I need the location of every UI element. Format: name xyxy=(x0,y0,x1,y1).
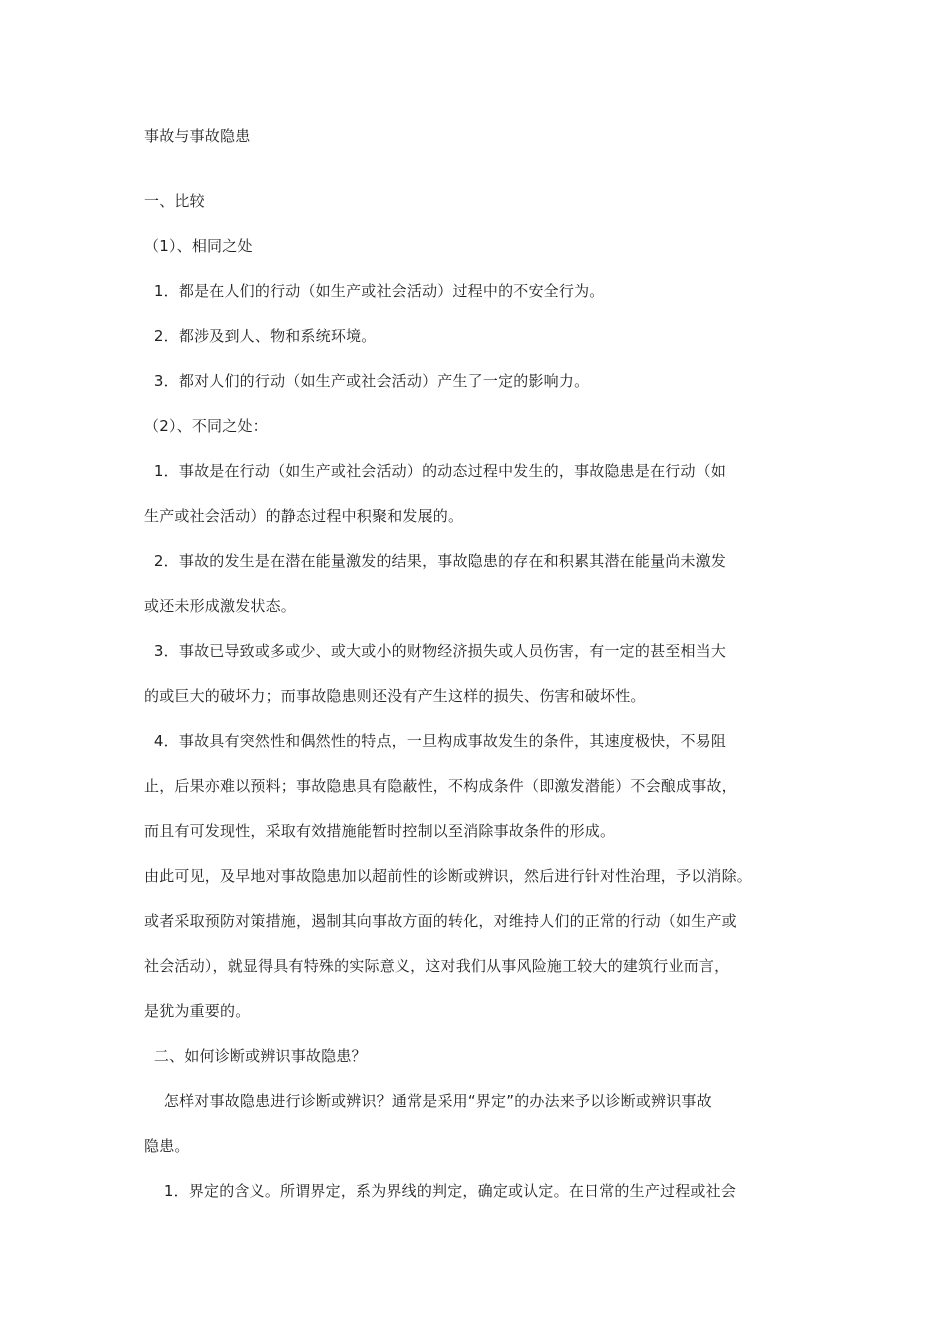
subheading-differences: （2）、不同之处： xyxy=(144,417,268,435)
conclusion-line-1: 由此可见，及早地对事故隐患加以超前性的诊断或辨识，然后进行针对性治理，予以消除。 xyxy=(144,867,753,885)
similarity-item-2: 2．都涉及到人、物和系统环境。 xyxy=(144,327,377,345)
difference-item-3-line-1: 3．事故已导致或多或少、或大或小的财物经济损失或人员伤害，有一定的甚至相当大 xyxy=(144,642,727,660)
difference-item-4-line-2: 止，后果亦难以预料；事故隐患具有隐蔽性，不构成条件（即激发潜能）不会酿成事故， xyxy=(144,777,737,795)
diagnosis-paragraph-line-2: 隐患。 xyxy=(144,1137,190,1155)
subheading-similarities: （1）、相同之处 xyxy=(144,237,253,255)
difference-item-2-line-1: 2．事故的发生是在潜在能量激发的结果，事故隐患的存在和积累其潜在能量尚未激发 xyxy=(144,552,727,570)
similarity-item-1: 1．都是在人们的行动（如生产或社会活动）过程中的不安全行为。 xyxy=(144,282,605,300)
difference-item-4-line-3: 而且有可发现性，采取有效措施能暂时控制以至消除事故条件的形成。 xyxy=(144,822,616,840)
definition-item-1: 1．界定的含义。所谓界定，系为界线的判定，确定或认定。在日常的生产过程或社会 xyxy=(144,1182,737,1200)
difference-item-3-line-2: 的或巨大的破坏力；而事故隐患则还没有产生这样的损失、伤害和破坏性。 xyxy=(144,687,646,705)
difference-item-2-line-2: 或还未形成激发状态。 xyxy=(144,597,297,615)
heading-diagnosis: 二、如何诊断或辨识事故隐患？ xyxy=(144,1047,367,1065)
conclusion-line-4: 是犹为重要的。 xyxy=(144,1002,251,1020)
difference-item-1-line-1: 1．事故是在行动（如生产或社会活动）的动态过程中发生的，事故隐患是在行动（如 xyxy=(144,462,727,480)
difference-item-4-line-1: 4．事故具有突然性和偶然性的特点，一旦构成事故发生的条件，其速度极快，不易阻 xyxy=(144,732,727,750)
heading-comparison: 一、比较 xyxy=(144,192,205,210)
similarity-item-3: 3．都对人们的行动（如生产或社会活动）产生了一定的影响力。 xyxy=(144,372,590,390)
diagnosis-paragraph-line-1: 怎样对事故隐患进行诊断或辨识？通常是采用“界定”的办法来予以诊断或辨识事故 xyxy=(144,1092,712,1110)
difference-item-1-line-2: 生产或社会活动）的静态过程中积聚和发展的。 xyxy=(144,507,464,525)
conclusion-line-3: 社会活动），就显得具有特殊的实际意义，这对我们从事风险施工较大的建筑行业而言， xyxy=(144,957,730,975)
conclusion-line-2: 或者采取预防对策措施，遏制其向事故方面的转化，对维持人们的正常的行动（如生产或 xyxy=(144,912,737,930)
document-title: 事故与事故隐患 xyxy=(144,127,251,145)
